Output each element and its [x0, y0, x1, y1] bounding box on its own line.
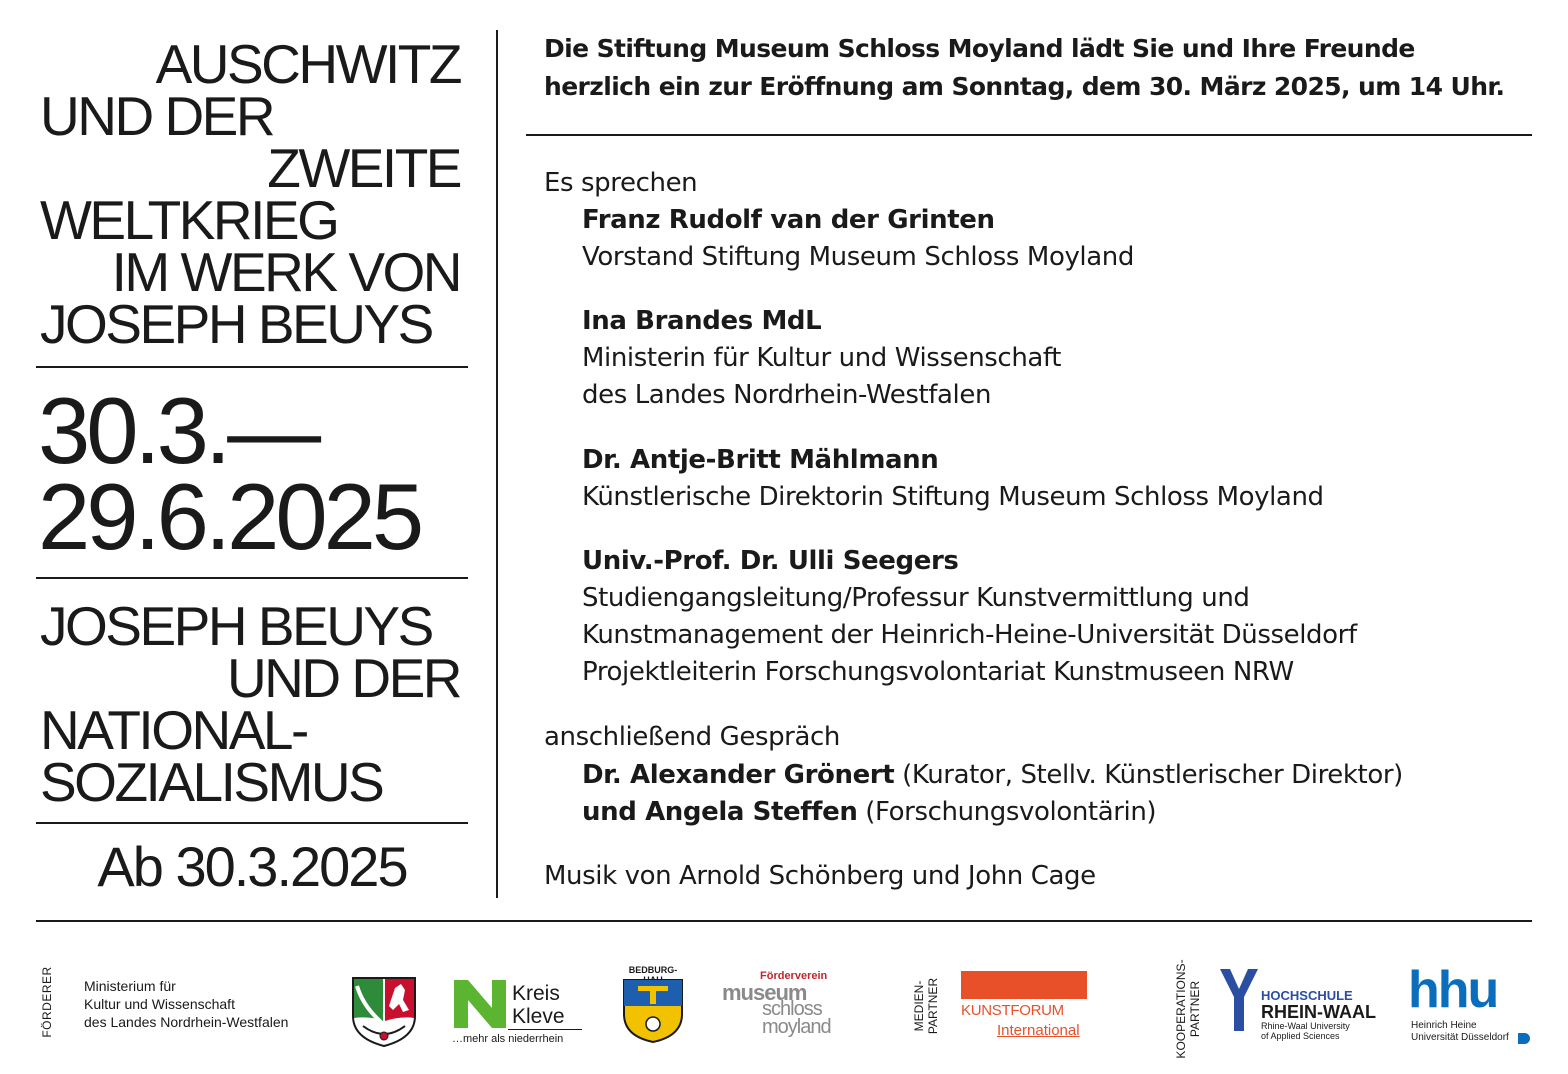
title-line: ZWEITE — [267, 137, 460, 199]
speaker-role: Künstlerische Direktorin Stiftung Museum Schloss Moyland — [582, 482, 1324, 512]
media-label-line: MEDIEN- — [912, 980, 926, 1032]
kunstforum-sub: International — [997, 1022, 1080, 1039]
coop-label-line: KOOPERATIONS- — [1174, 959, 1188, 1059]
speaker-name: Franz Rudolf van der Grinten — [582, 205, 995, 235]
hsrw-line: Rhine-Waal University — [1261, 1021, 1350, 1031]
talk-participants — [582, 757, 1403, 831]
speaker-role: Vorstand Stiftung Museum Schloss Moyland — [582, 242, 1134, 272]
talk-participant — [582, 794, 1403, 831]
participant-name: Dr. Alexander Grönert — [582, 760, 895, 790]
hhu-accent — [1518, 1033, 1530, 1044]
speaker-role: Projektleiterin Forschungsvolontariat Kunstmuseen NRW — [582, 657, 1294, 687]
sponsor-label: FÖRDERER — [40, 966, 54, 1038]
dates-line: 30.3.— — [38, 378, 318, 483]
speakers-heading: Es sprechen — [544, 168, 698, 198]
kreis-kleve-name — [512, 982, 565, 1028]
ministry-line: des Landes Nordrhein-Westfalen — [84, 1014, 289, 1030]
talk-heading: anschließend Gespräch — [544, 722, 840, 752]
participant-role: (Forschungsvolontärin) — [857, 797, 1157, 827]
kleve-line: Kleve — [512, 1005, 565, 1028]
exhibition-title — [40, 33, 460, 355]
moyland-word: schloss — [762, 998, 822, 1020]
moyland-word: moyland — [762, 1016, 831, 1038]
kleve-underline — [508, 1029, 582, 1030]
subtitle-line: UND DER — [226, 647, 460, 709]
speaker-role: des Landes Nordrhein-Westfalen — [582, 380, 992, 410]
exhibition-dates — [38, 378, 468, 569]
divider — [36, 822, 468, 824]
participant-role: (Kurator, Stellv. Künstlerischer Direktor) — [894, 760, 1403, 790]
ministry-text — [84, 977, 288, 1031]
foerderverein-label: Förderverein — [760, 970, 828, 982]
coop-label-line: PARTNER — [1188, 980, 1202, 1038]
participant-name: und Angela Steffen — [582, 797, 858, 827]
hhu-text — [1411, 1020, 1509, 1044]
speaker-role: Ministerin für Kultur und Wissenschaft — [582, 343, 1062, 373]
subtitle-line: NATIONAL- — [40, 699, 307, 761]
intro-line: Die Stiftung Museum Schloss Moyland lädt Sie und Ihre Freunde — [544, 34, 1415, 63]
title-line: UND DER — [40, 85, 274, 147]
title-line: IM WERK VON — [111, 241, 460, 303]
kreis-kleve-icon — [452, 978, 508, 1030]
speaker-3 — [582, 442, 1324, 516]
bedburg-hau-coat-of-arms — [622, 978, 684, 1044]
ministry-line: Kultur und Wissenschaft — [84, 996, 235, 1012]
kunstforum-name: KUNSTFORUM — [961, 1002, 1064, 1019]
speaker-role: Kunstmanagement der Heinrich-Heine-Universität Düsseldorf — [582, 620, 1357, 650]
hhu-line: Universität Düsseldorf — [1411, 1032, 1509, 1043]
footer-divider — [36, 920, 1532, 922]
moyland-word: museum — [722, 980, 807, 1005]
coop-partner-label — [1174, 944, 1202, 1074]
divider — [526, 134, 1532, 136]
exhibition-subtitle — [40, 595, 460, 813]
title-line: JOSEPH BEUYS — [40, 293, 432, 355]
bedburg-hau-label: BEDBURG- — [628, 965, 678, 975]
hsrw-line: HOCHSCHULE — [1261, 988, 1353, 1003]
speaker-4 — [582, 543, 1357, 691]
nrw-coat-of-arms-logo — [351, 976, 417, 1048]
from-date: Ab 30.3.2025 — [97, 835, 407, 898]
invitation-text — [544, 30, 1534, 106]
media-label-line: PARTNER — [926, 977, 940, 1035]
hsrw-text — [1261, 988, 1376, 1041]
speaker-role: Studiengangsleitung/Professur Kunstvermittlung und — [582, 583, 1250, 613]
ministry-line: Ministerium für — [84, 978, 176, 994]
title-line: WELTKRIEG — [40, 189, 338, 251]
kreis-kleve-tagline: …mehr als niederrhein — [452, 1033, 564, 1045]
kunstforum-bar — [961, 971, 1087, 999]
speaker-2 — [582, 303, 1061, 414]
media-partner-label — [912, 956, 940, 1056]
hhu-mark: hhu — [1408, 961, 1498, 1019]
talk-participant — [582, 757, 1403, 794]
hsrw-logo-icon — [1218, 967, 1260, 1033]
speaker-name: Univ.-Prof. Dr. Ulli Seegers — [582, 546, 959, 576]
divider — [36, 366, 468, 368]
title-line: AUSCHWITZ — [155, 33, 460, 95]
speaker-name: Dr. Antje-Britt Mählmann — [582, 445, 939, 475]
divider — [36, 577, 468, 579]
hhu-line: Heinrich Heine — [1411, 1020, 1477, 1031]
dates-line: 29.6.2025 — [38, 464, 421, 569]
speaker-1 — [582, 202, 1134, 276]
hsrw-line: RHEIN-WAAL — [1261, 1002, 1376, 1022]
intro-line: herzlich ein zur Eröffnung am Sonntag, dem 30. März 2025, um 14 Uhr. — [544, 72, 1505, 101]
kleve-line: Kreis — [512, 982, 560, 1005]
subtitle-line: SOZIALISMUS — [40, 751, 383, 813]
hsrw-line: of Applied Sciences — [1261, 1031, 1340, 1041]
speaker-name: Ina Brandes MdL — [582, 306, 822, 336]
subtitle-line: JOSEPH BEUYS — [40, 595, 432, 657]
column-divider — [496, 30, 498, 898]
music-note: Musik von Arnold Schönberg und John Cage — [544, 861, 1096, 891]
